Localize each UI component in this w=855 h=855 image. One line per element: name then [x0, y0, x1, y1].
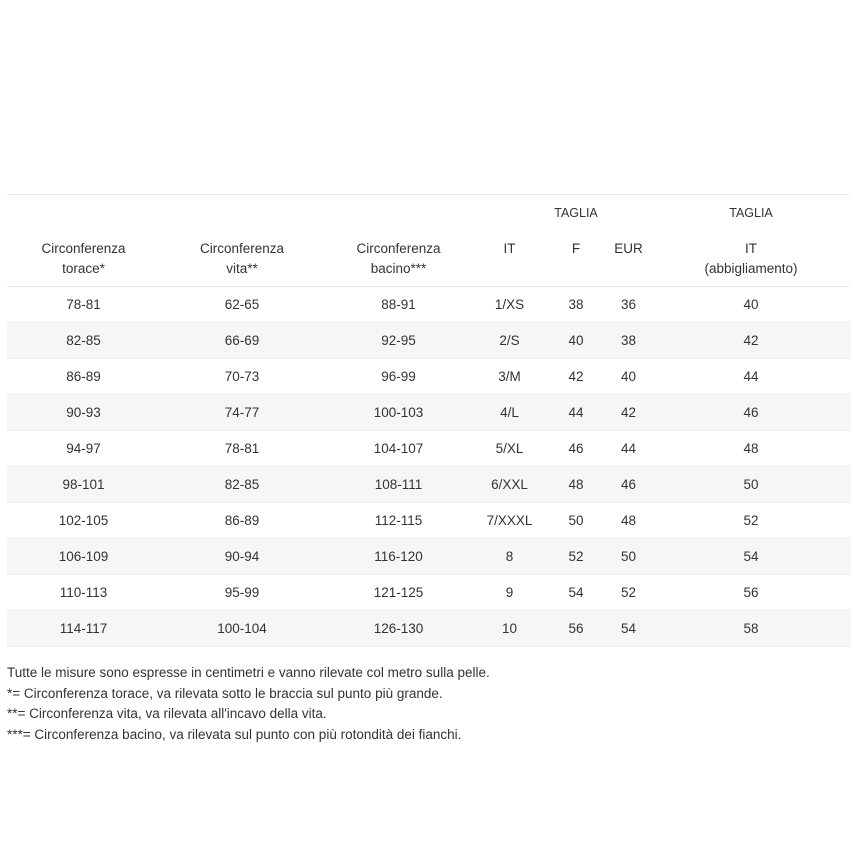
cell-size-f: 54	[546, 575, 606, 611]
column-header-line: (abbigliamento)	[704, 260, 798, 276]
cell-size-eur: 44	[606, 431, 651, 467]
column-header-bacino	[324, 231, 473, 287]
column-header-line: Circonferenza	[41, 240, 126, 256]
column-header-line: vita**	[226, 260, 258, 276]
cell-vita: 95-99	[160, 575, 324, 611]
cell-size-it-clothing: 52	[651, 503, 851, 539]
group-header-empty	[7, 195, 160, 232]
cell-size-it-clothing: 44	[651, 359, 851, 395]
table-row	[7, 395, 851, 431]
cell-size-it: 4/L	[473, 395, 546, 431]
note-line: ***= Circonferenza bacino, va rilevata sul punto con più rotondità dei fianchi.	[7, 726, 462, 742]
cell-torace: 98-101	[7, 467, 160, 503]
column-header-line: IT	[503, 240, 516, 256]
column-header-line: bacino***	[370, 260, 427, 276]
cell-size-f: 48	[546, 467, 606, 503]
cell-size-it-clothing: 40	[651, 287, 851, 323]
cell-torace: 102-105	[7, 503, 160, 539]
cell-vita: 66-69	[160, 323, 324, 359]
cell-size-eur: 48	[606, 503, 651, 539]
group-header-taglia: TAGLIA	[546, 195, 606, 232]
cell-size-it: 2/S	[473, 323, 546, 359]
cell-size-f: 50	[546, 503, 606, 539]
cell-bacino: 108-111	[324, 467, 473, 503]
cell-bacino: 104-107	[324, 431, 473, 467]
note-line: *= Circonferenza torace, va rilevata sotto le braccia sul punto più grande.	[7, 685, 443, 701]
cell-bacino: 96-99	[324, 359, 473, 395]
cell-bacino: 88-91	[324, 287, 473, 323]
cell-torace: 110-113	[7, 575, 160, 611]
group-header-row	[7, 195, 851, 232]
column-header-line: torace*	[62, 260, 105, 276]
cell-size-it: 9	[473, 575, 546, 611]
column-header-row	[7, 231, 851, 287]
cell-vita: 90-94	[160, 539, 324, 575]
note-line: Tutte le misure sono espresse in centimetri e vanno rilevate col metro sulla pelle.	[7, 665, 490, 680]
column-header-line: Circonferenza	[356, 240, 441, 256]
table-row	[7, 503, 851, 539]
cell-torace: 78-81	[7, 287, 160, 323]
cell-size-it: 7/XXXL	[473, 503, 546, 539]
cell-size-f: 42	[546, 359, 606, 395]
column-header-torace	[7, 231, 160, 287]
cell-bacino: 116-120	[324, 539, 473, 575]
cell-size-f: 44	[546, 395, 606, 431]
cell-bacino: 100-103	[324, 395, 473, 431]
column-header-it-abbigliamento	[651, 231, 851, 287]
cell-torace: 82-85	[7, 323, 160, 359]
cell-torace: 86-89	[7, 359, 160, 395]
cell-bacino: 92-95	[324, 323, 473, 359]
cell-vita: 82-85	[160, 467, 324, 503]
cell-size-f: 46	[546, 431, 606, 467]
column-header-vita	[160, 231, 324, 287]
column-header-eur	[606, 231, 651, 287]
table-row	[7, 539, 851, 575]
cell-vita: 86-89	[160, 503, 324, 539]
group-header-empty	[606, 195, 651, 232]
cell-size-eur: 38	[606, 323, 651, 359]
cell-size-eur: 52	[606, 575, 651, 611]
cell-torace: 106-109	[7, 539, 160, 575]
cell-size-it: 6/XXL	[473, 467, 546, 503]
table-row	[7, 611, 851, 647]
cell-torace: 90-93	[7, 395, 160, 431]
cell-size-eur: 54	[606, 611, 651, 647]
table-row	[7, 467, 851, 503]
column-header-line	[546, 259, 606, 279]
cell-size-it: 5/XL	[473, 431, 546, 467]
cell-vita: 74-77	[160, 395, 324, 431]
column-header-line	[473, 259, 546, 279]
table-row	[7, 323, 851, 359]
cell-size-it-clothing: 54	[651, 539, 851, 575]
cell-torace: 94-97	[7, 431, 160, 467]
cell-bacino: 121-125	[324, 575, 473, 611]
cell-size-f: 38	[546, 287, 606, 323]
size-chart-table	[7, 194, 851, 647]
cell-size-f: 52	[546, 539, 606, 575]
column-header-line: IT	[745, 240, 757, 256]
column-header-line: Circonferenza	[199, 240, 285, 256]
cell-size-it: 3/M	[473, 359, 546, 395]
group-header-taglia: TAGLIA	[651, 195, 851, 232]
cell-bacino: 126-130	[324, 611, 473, 647]
group-header-empty	[473, 195, 546, 232]
table-row	[7, 431, 851, 467]
column-header-line: EUR	[614, 240, 643, 256]
cell-vita: 62-65	[160, 287, 324, 323]
column-header-line: F	[571, 240, 581, 256]
cell-bacino: 112-115	[324, 503, 473, 539]
column-header-it	[473, 231, 546, 287]
table-row	[7, 359, 851, 395]
cell-size-it: 8	[473, 539, 546, 575]
cell-vita: 100-104	[160, 611, 324, 647]
table-row	[7, 575, 851, 611]
cell-size-f: 56	[546, 611, 606, 647]
cell-size-f: 40	[546, 323, 606, 359]
cell-size-it: 10	[473, 611, 546, 647]
group-header-empty	[160, 195, 324, 232]
cell-size-it-clothing: 56	[651, 575, 851, 611]
cell-size-eur: 46	[606, 467, 651, 503]
size-notes	[7, 663, 847, 745]
cell-size-eur: 40	[606, 359, 651, 395]
cell-vita: 78-81	[160, 431, 324, 467]
table-row	[7, 287, 851, 323]
cell-size-eur: 36	[606, 287, 651, 323]
cell-size-it-clothing: 58	[651, 611, 851, 647]
cell-size-eur: 50	[606, 539, 651, 575]
column-header-f	[546, 231, 606, 287]
cell-size-it-clothing: 42	[651, 323, 851, 359]
cell-vita: 70-73	[160, 359, 324, 395]
group-header-empty	[324, 195, 473, 232]
note-line: **= Circonferenza vita, va rilevata all'incavo della vita.	[7, 706, 327, 721]
cell-torace: 114-117	[7, 611, 160, 647]
cell-size-it-clothing: 46	[651, 395, 851, 431]
cell-size-it-clothing: 50	[651, 467, 851, 503]
cell-size-it-clothing: 48	[651, 431, 851, 467]
column-header-line	[606, 259, 651, 279]
cell-size-eur: 42	[606, 395, 651, 431]
cell-size-it: 1/XS	[473, 287, 546, 323]
